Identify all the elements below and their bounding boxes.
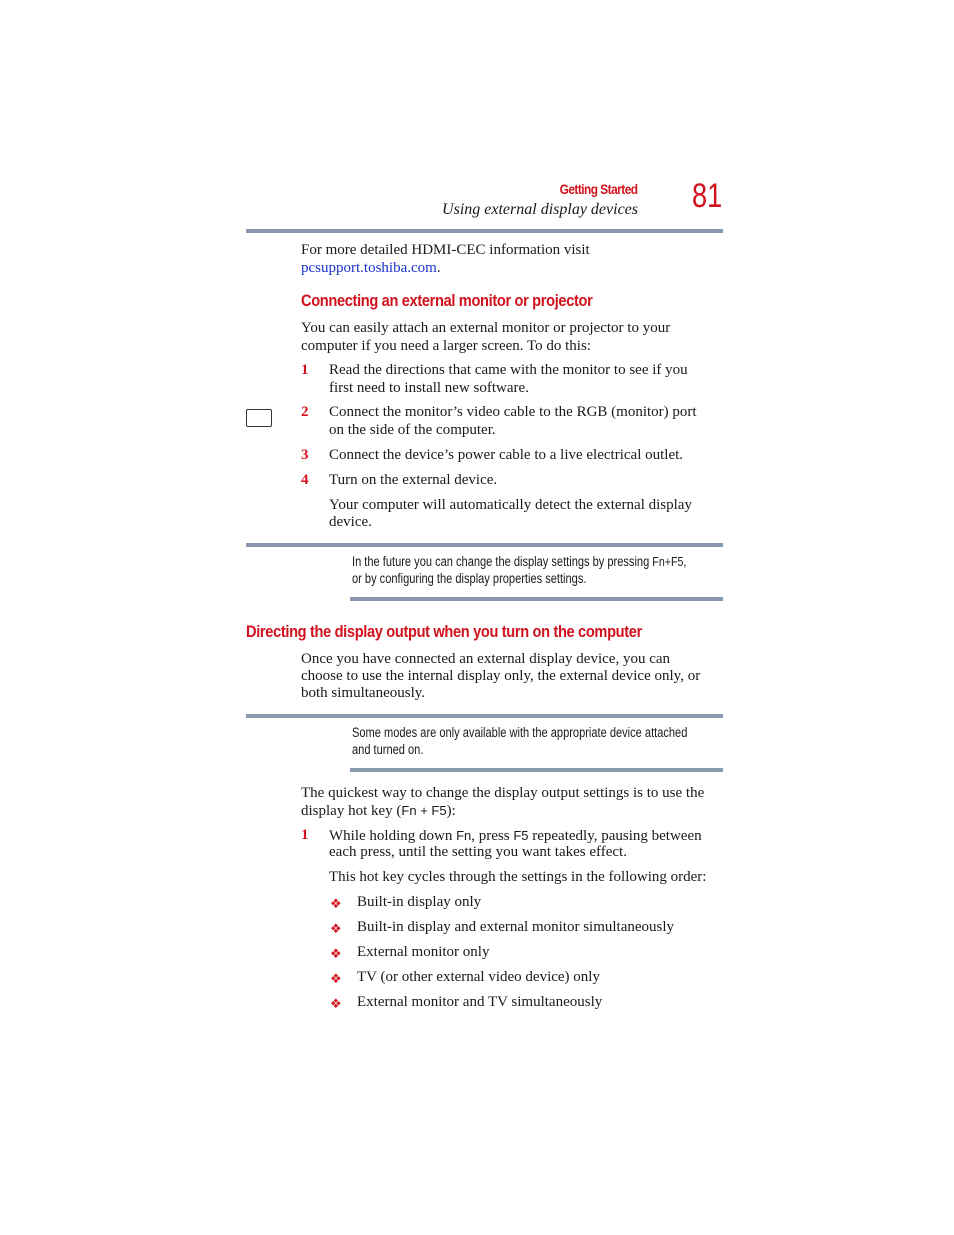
note-bottom-rule xyxy=(350,768,723,772)
list-item: External monitor only xyxy=(357,944,490,960)
list-item: Built-in display only xyxy=(357,894,482,910)
step-result-line: Your computer will automatically detect the external display xyxy=(329,497,692,513)
hotkey-text: Fn+F5 xyxy=(652,554,684,569)
section2-paragraph-line: choose to use the internal display only, the external device only, or xyxy=(301,668,701,684)
intro-text xyxy=(301,242,590,259)
step-text: Read the directions that came with the monitor to see if you xyxy=(329,362,688,378)
bullet-icon: ❖ xyxy=(330,996,342,1011)
bullet-icon: ❖ xyxy=(330,971,342,986)
page-number: 81 xyxy=(692,177,723,215)
list-item: TV (or other external video device) only xyxy=(357,969,600,985)
note-line xyxy=(352,553,687,570)
cycle-intro: This hot key cycles through the settings in the following order: xyxy=(329,869,707,885)
step-text: Connect the monitor’s video cable to the RGB (monitor) port xyxy=(329,404,697,420)
step-number: 1 xyxy=(301,362,309,378)
hotkey-text-pre: display hot key ( xyxy=(301,803,402,819)
step-result-line: device. xyxy=(329,514,372,530)
bullet-icon: ❖ xyxy=(330,946,342,961)
list-item: Built-in display and external monitor simultaneously xyxy=(357,919,675,935)
monitor-port-icon xyxy=(246,409,272,427)
running-header-subsection: Using external display devices xyxy=(442,201,638,218)
note-top-rule xyxy=(246,714,723,718)
section2-paragraph-line: both simultaneously. xyxy=(301,685,426,701)
hotkey-paragraph-line: The quickest way to change the display output settings is to use the xyxy=(301,785,705,801)
note-bottom-rule xyxy=(350,597,723,601)
section1-paragraph-line: computer if you need a larger screen. To do this: xyxy=(301,338,591,354)
note-line: Some modes are only available with the appropriate device attached xyxy=(352,725,688,740)
step-number: 2 xyxy=(301,404,309,420)
intro-link-line xyxy=(301,260,441,277)
step-text: Connect the device’s power cable to a live electrical outlet. xyxy=(329,447,684,463)
step-number: 1 xyxy=(301,827,309,843)
step-text: on the side of the computer. xyxy=(329,422,496,438)
hotkey-paragraph-line xyxy=(301,802,456,820)
section2-paragraph-line: Once you have connected an external display device, you can xyxy=(301,651,671,667)
step-text: each press, until the setting you want takes effect. xyxy=(329,844,627,860)
f5-key: F5 xyxy=(513,828,529,843)
section1-paragraph-line: You can easily attach an external monitor or projector to your xyxy=(301,320,671,336)
section-heading-directing-output: Directing the display output when you turn on the computer xyxy=(246,622,642,641)
step-text-part: While holding down xyxy=(329,828,457,844)
intro-line: For more detailed HDMI-CEC information visit xyxy=(301,242,590,258)
list-item: External monitor and TV simultaneously xyxy=(357,994,603,1010)
note-top-rule xyxy=(246,543,723,547)
step-text-part: repeatedly, pausing between xyxy=(528,828,702,844)
step-text: Turn on the external device. xyxy=(329,472,498,488)
bullet-icon: ❖ xyxy=(330,896,342,911)
step-number: 4 xyxy=(301,472,309,488)
step-text xyxy=(329,827,702,845)
note-text: In the future you can change the display settings by pressing xyxy=(352,554,653,569)
step-number: 3 xyxy=(301,447,309,463)
step-text-part: , press xyxy=(471,828,514,844)
intro-period: . xyxy=(436,260,441,276)
note-text: , xyxy=(683,554,687,569)
fn-key: Fn xyxy=(456,828,472,843)
running-header-section: Getting Started xyxy=(560,182,638,197)
note-line: or by configuring the display properties settings. xyxy=(352,571,587,586)
support-link[interactable]: pcsupport.toshiba.com xyxy=(301,260,437,276)
hotkey-keys: Fn + F5 xyxy=(401,803,447,818)
hotkey-text-post: ): xyxy=(446,803,456,819)
step-text: first need to install new software. xyxy=(329,380,529,396)
header-rule xyxy=(246,229,723,233)
note-line: and turned on. xyxy=(352,742,424,757)
bullet-icon: ❖ xyxy=(330,921,342,936)
section-heading-connect-monitor: Connecting an external monitor or projector xyxy=(301,291,593,310)
